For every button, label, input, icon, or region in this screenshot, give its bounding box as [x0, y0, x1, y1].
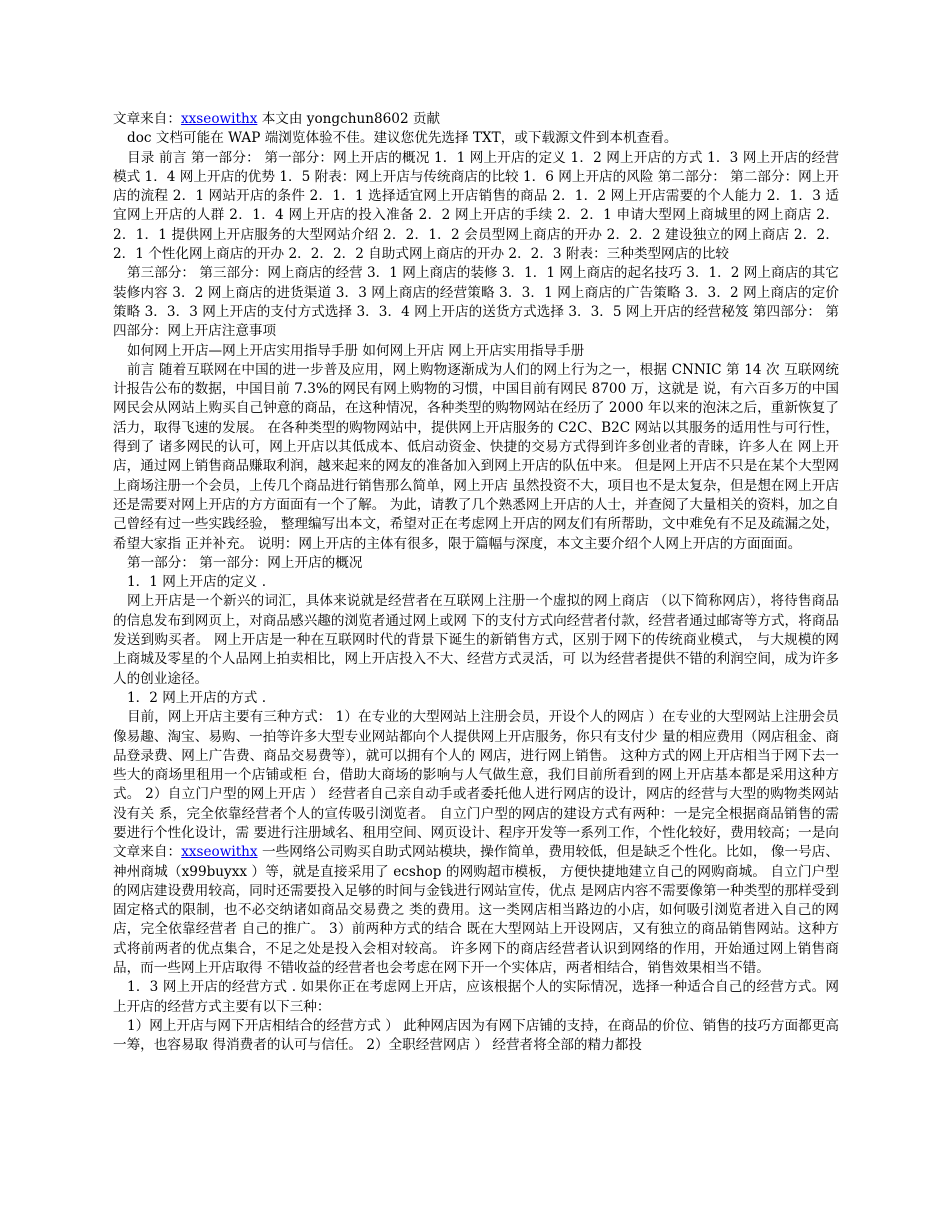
section-1-2-text-b: 一些网络公司购买自助式网站模块，操作简单，费用较低，但是缺乏个性化。比如， 像一号店、神州商城（x99buyxx ）等，就是直接采用了 ecshop 的网购超市模板， 方便快捷地建立自己的网购商城。 自立门户型的网店建设费用较高，同时还需要投入足够的时间与金钱进行网站宣传，优点 是网店内容不需要像第一种类型的那样受到固定格式的限制，也不必交纳诸如商品交易费之 类的费用。这一类网店相当路边的小店，如何吸引浏览者进入自己的网店，完全依靠经营者 自己的推广。 3）前两种方式的结合 既在大型网站上开设网店，又有独立的商品销售网站。这种方式将前两者的优点集合，不足之处是投入会相对较高。 许多网下的商店经营者认识到网络的作用，开始通过网上销售商品，而一些网上开店取得 不错收益的经营者也会考虑在网下开一个实体店，两者相结合，销售效果相当不错。 [113, 844, 840, 977]
section-1-2-heading: 1．2 网上开店的方式 . [127, 689, 267, 706]
section-1-1-body: 网上开店是一个新兴的词汇，具体来说就是经营者在互联网上注册一个虚拟的网上商店 （以下简称网店），将待售商品的信息发布到网页上，对商品感兴趣的浏览者通过网上或网 下的支付方式向经营者付款，经营者通过邮寄等方式，将商品发送到购买者。 网上开店是一种在互联网时代的背景下诞生的新销售方式，区别于网下的传统商业模式， 与大规模的网上商城及零星的个人品网上拍卖相比，网上开店投入不大、经营方式灵活，可 以为经营者提供不错的利润空间，成为许多人的创业途径。 [113, 593, 839, 687]
source-label: 文章来自： [113, 111, 181, 127]
section-1-2-body [113, 708, 839, 978]
table-of-contents-part3: 第三部分： 第三部分：网上商店的经营 3．1 网上商店的装修 3．1．1 网上商店的起名技巧 3．1．2 网上商店的其它装修内容 3．2 网上商店的进货渠道 3．3 网上商店的经营策略 3．3．1 网上商店的广告策略 3．3．2 网上商店的定价策略 3．3．3 网上开店的支付方式选择 3．3．4 网上开店的送货方式选择 3．3．5 网上开店的经营秘笈 第四部分： 第四部分：网上开店注意事项 [113, 265, 839, 340]
document-body [113, 110, 839, 1056]
section-1-1-heading: 1．1 网上开店的定义 . [127, 574, 267, 591]
section-1-2-text-a: 目前，网上开店主要有三种方式： 1）在专业的大型网站上注册会员，开设个人的网店 ）在专业的大型网站上注册会员 像易趣、淘宝、易购、一拍等许多大型专业网站都向个人提供网上开店服务，你只有支付少 量的相应费用（网店租金、商品登录费、网上广告费、商品交易费等），就可以拥有个人的 网店，进行网上销售。 这种方式的网上开店相当于网下去一些大的商场里租用一个店铺或柜 台，借助大商场的影响与人气做生意，我们目前所看到的网上开店基本都是采用这种方式。 2）自立门户型的网上开店 ） 经营者自己亲自动手或者委托他人进行网店的设计，网店的经营与大型的购物类网站没有关 系，完全依靠经营者个人的宣传吸引浏览者。 自立门户型的网店的建设方式有两种：一是完全根据商品销售的需要进行个性化设计，需 要进行注册域名、租用空间、网页设计、程序开发等一系列工作，个性化较好，费用较高；一是向文章来自： [113, 709, 839, 861]
source-link[interactable]: xxseowithx [180, 111, 258, 127]
section-1-3-body: 1．3 网上开店的经营方式 . 如果你正在考虑网上开店，应该根据个人的实际情况，选择一种适合自己的经营方式。网 上开店的经营方式主要有以下三种： [113, 979, 839, 1015]
table-of-contents: 目录 前言 第一部分： 第一部分：网上开店的概况 1．1 网上开店的定义 1．2 网上开店的方式 1．3 网上开店的经营模式 1．4 网上开店的优势 1．5 附表：网上开店与传统商店的比较 1．6 网上开店的风险 第二部分： 第二部分：网上开店的流程 2．1 网站开店的条件 2．1．1 选择适宜网上开店销售的商品 2．1．2 网上开店需要的个人能力 2．1．3 适宜网上开店的人群 2．1．4 网上开店的投入准备 2．2 网上开店的手续 2．2．1 申请大型网上商城里的网上商店 2．2．1．1 提供网上开店服务的大型网站介绍 2．2．1．2 会员型网上商店的开办 2．2．2 建设独立的网上商店 2．2．2．1 个性化网上商店的开办 2．2．2．2 自助式网上商店的开办 2．2．3 附表：三种类型网店的比较 [113, 149, 839, 263]
inline-source-link[interactable]: xxseowithx [181, 844, 258, 861]
source-line [113, 110, 839, 129]
document-subtitle: 如何网上开店—网上开店实用指导手册 如何网上开店 网上开店实用指导手册 [127, 342, 585, 359]
wap-notice: doc 文档可能在 WAP 端浏览体验不佳。建议您优先选择 TXT，或下载源文件到本机查看。 [127, 130, 678, 147]
preface-paragraph: 前言 随着互联网在中国的进一步普及应用，网上购物逐渐成为人们的网上行为之一，根据 CNNIC 第 14 次 互联网统计报告公布的数据，中国目前 7.3%的网民有网上购物的习惯，中国目前有网民 8700 万，这就是 说，有六百多万的中国网民会从网站上购买自己钟意的商品，在这种情况，各种类型的购物网站在经历了 2000 年以来的泡沫之后，重新恢复了活力，取得飞速的发展。 在各种类型的购物网站中，提供网上开店服务的 C2C、B2C 网站以其服务的适用性与可行性，得到了 诸多网民的认可，网上开店以其低成本、低启动资金、快捷的交易方式得到许多创业者的青睐，许多人在 网上开店，通过网上销售商品赚取利润，越来起来的网友的准备加入到网上开店的队伍中来。 但是网上开店不只是在某个大型网上商场注册一个会员，上传几个商品进行销售那么简单，网上开店 虽然投资不大，项目也不是太复杂，但是想在网上开店还是需要对网上开店的方方面面有一个了解。 为此，请教了几个熟悉网上开店的人士，并查阅了大量相关的资料，加之自己曾经有过一些实践经验， 整理编写出本文，希望对正在考虑网上开店的网友们有所帮助，文中难免有不足及疏漏之处，希望大家指 正并补充。 说明：网上开店的主体有很多，限于篇幅与深度，本文主要介绍个人网上开店的方面面面。 [113, 361, 839, 552]
part1-heading: 第一部分： 第一部分：网上开店的概况 [127, 554, 363, 571]
contributor-text: 本文由 yongchun8602 贡献 [257, 111, 441, 127]
section-1-3-items: 1）网上开店与网下开店相结合的经营方式 ） 此种网店因为有网下店铺的支持，在商品的价位、销售的技巧方面都更高一筹，也容易取 得消费者的认可与信任。 2）全职经营网店 ） 经营者将全部的精力都投 [113, 1017, 839, 1054]
